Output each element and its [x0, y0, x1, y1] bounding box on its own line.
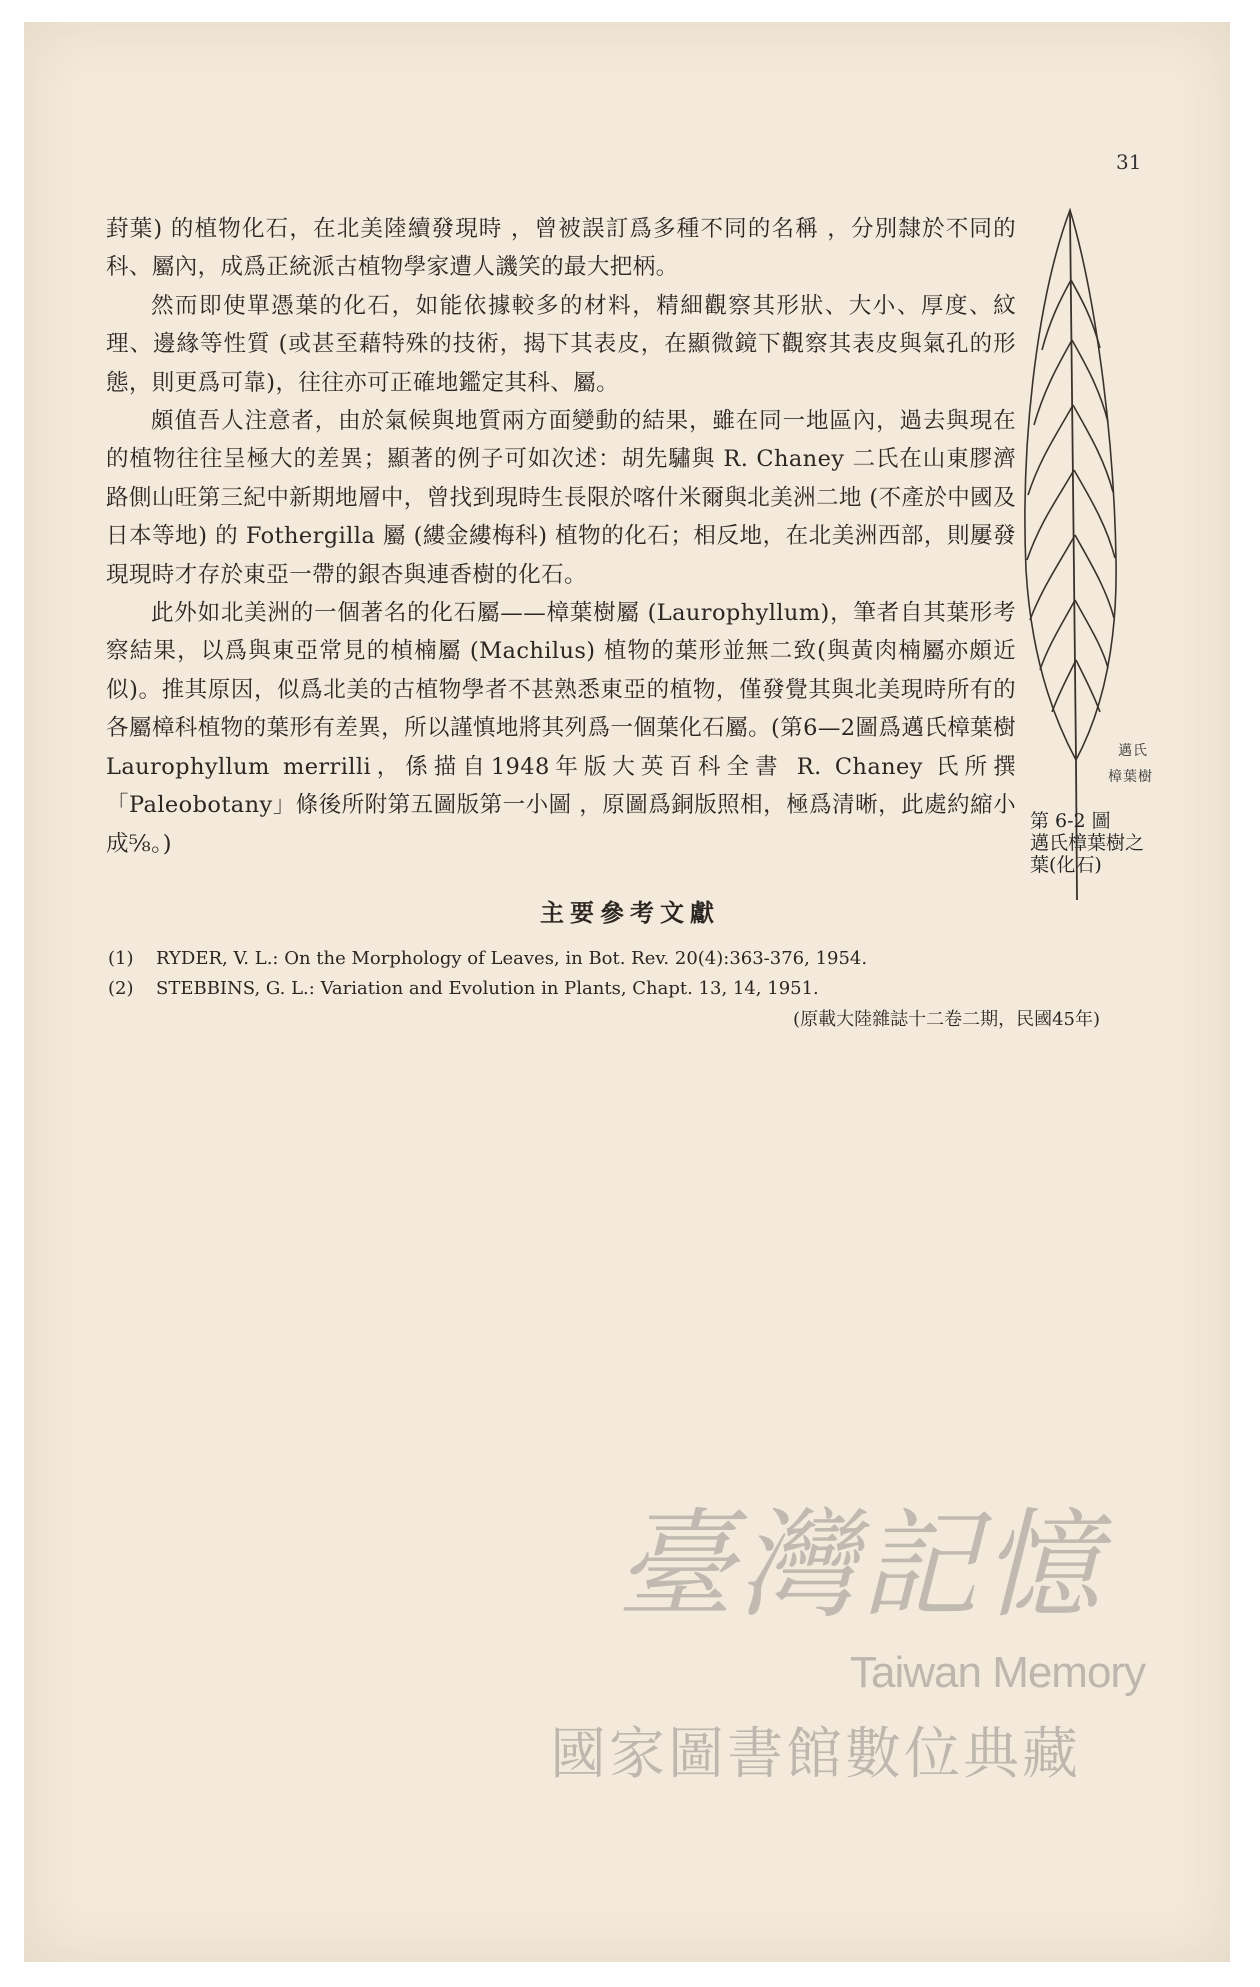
reference-text: RYDER, V. L.: On the Morphology of Leaves, in Bot. Rev. 20(4):363-376, 1954. — [156, 948, 868, 969]
reference-item — [108, 944, 1108, 974]
figure-caption — [1030, 810, 1200, 876]
source-note: (原載大陸雜誌十二卷二期，民國45年) — [793, 1009, 1100, 1030]
leaf-figure — [1020, 200, 1200, 900]
watermark-english: Taiwan Memory — [850, 1648, 1146, 1697]
figure-caption-title: 邁氏樟葉樹之 — [1030, 832, 1145, 854]
paragraph-continued: 葑葉) 的植物化石，在北美陸續發現時 ，曾被誤訂爲多種不同的名稱 ，分別隸於不同的科、屬內，成爲正統派古植物學家遭人譏笑的最大把柄。 — [106, 216, 1016, 281]
reference-text: STEBBINS, G. L.: Variation and Evolution in Plants, Chapt. 13, 14, 1951. — [156, 978, 819, 999]
leaf-label-genus: 樟葉樹 — [1108, 769, 1153, 785]
leaf-fossil-illustration — [1020, 200, 1200, 900]
reference-item — [108, 974, 1108, 1004]
references-heading: 主要參考文獻 — [540, 899, 720, 927]
watermark-library: 國家圖書館數位典藏 — [550, 1722, 1081, 1787]
reference-number: (2) — [108, 978, 134, 999]
article-body — [106, 210, 1016, 863]
reference-number: (1) — [108, 948, 134, 969]
paragraph-laurophyllum: 此外如北美洲的一個著名的化石屬——樟葉樹屬 (Laurophyllum)，筆者自其葉形考察結果，以爲與東亞常見的楨楠屬 (Machilus) 植物的葉形並無二致(與黃肉楠屬亦頗近似)。推其原因，似爲北美的古植物學者不甚熟悉東亞的植物，僅發覺其與北美現時所有的各屬樟科植物的葉形有差異，所以謹慎地將其列爲一個葉化石屬。(第6—2圖爲邁氏樟葉樹 Laurophyllum merrilli，係描自1948年版大英百科全書 R. Chaney 氏所撰「Paleobotany」條後所附第五圖版第一小圖 ，原圖爲銅版照相，極爲清晰，此處約縮小成⅝。) — [106, 600, 1016, 857]
watermark-calligraphy: 臺灣記憶 — [615, 1496, 1104, 1634]
page-number: 31 — [1116, 150, 1142, 174]
leaf-midrib — [1070, 212, 1077, 900]
figure-caption-number: 第 6-2 圖 — [1030, 810, 1111, 832]
leaf-label-name: 邁氏 — [1118, 743, 1148, 759]
watermark — [540, 1470, 1190, 1870]
figure-caption-subtitle: 葉(化石) — [1030, 854, 1102, 876]
paragraph-climate-geology: 頗值吾人注意者，由於氣候與地質兩方面變動的結果，雖在同一地區內，過去與現在的植物往往呈極大的差異；顯著的例子可如次述：胡先驌與 R. Chaney 二氏在山東膠濟路側山旺第三紀中新期地層中，曾找到現時生長限於喀什米爾與北美洲二地 (不產於中國及日本等地) 的 Fothergilla 屬 (縷金縷梅科) 植物的化石；相反地，在北美洲西部，則屢發現現時才存於東亞一帶的銀杏與連香樹的化石。 — [106, 408, 1016, 588]
paragraph-leaf-fossil-identification: 然而即使單憑葉的化石，如能依據較多的材料，精細觀察其形狀、大小、厚度、紋理、邊緣等性質 (或甚至藉特殊的技術，揭下其表皮，在顯微鏡下觀察其表皮與氣孔的形態，則更爲可靠)，往往亦可正確地鑑定其科、屬。 — [106, 292, 1016, 396]
references-list — [108, 944, 1108, 1004]
